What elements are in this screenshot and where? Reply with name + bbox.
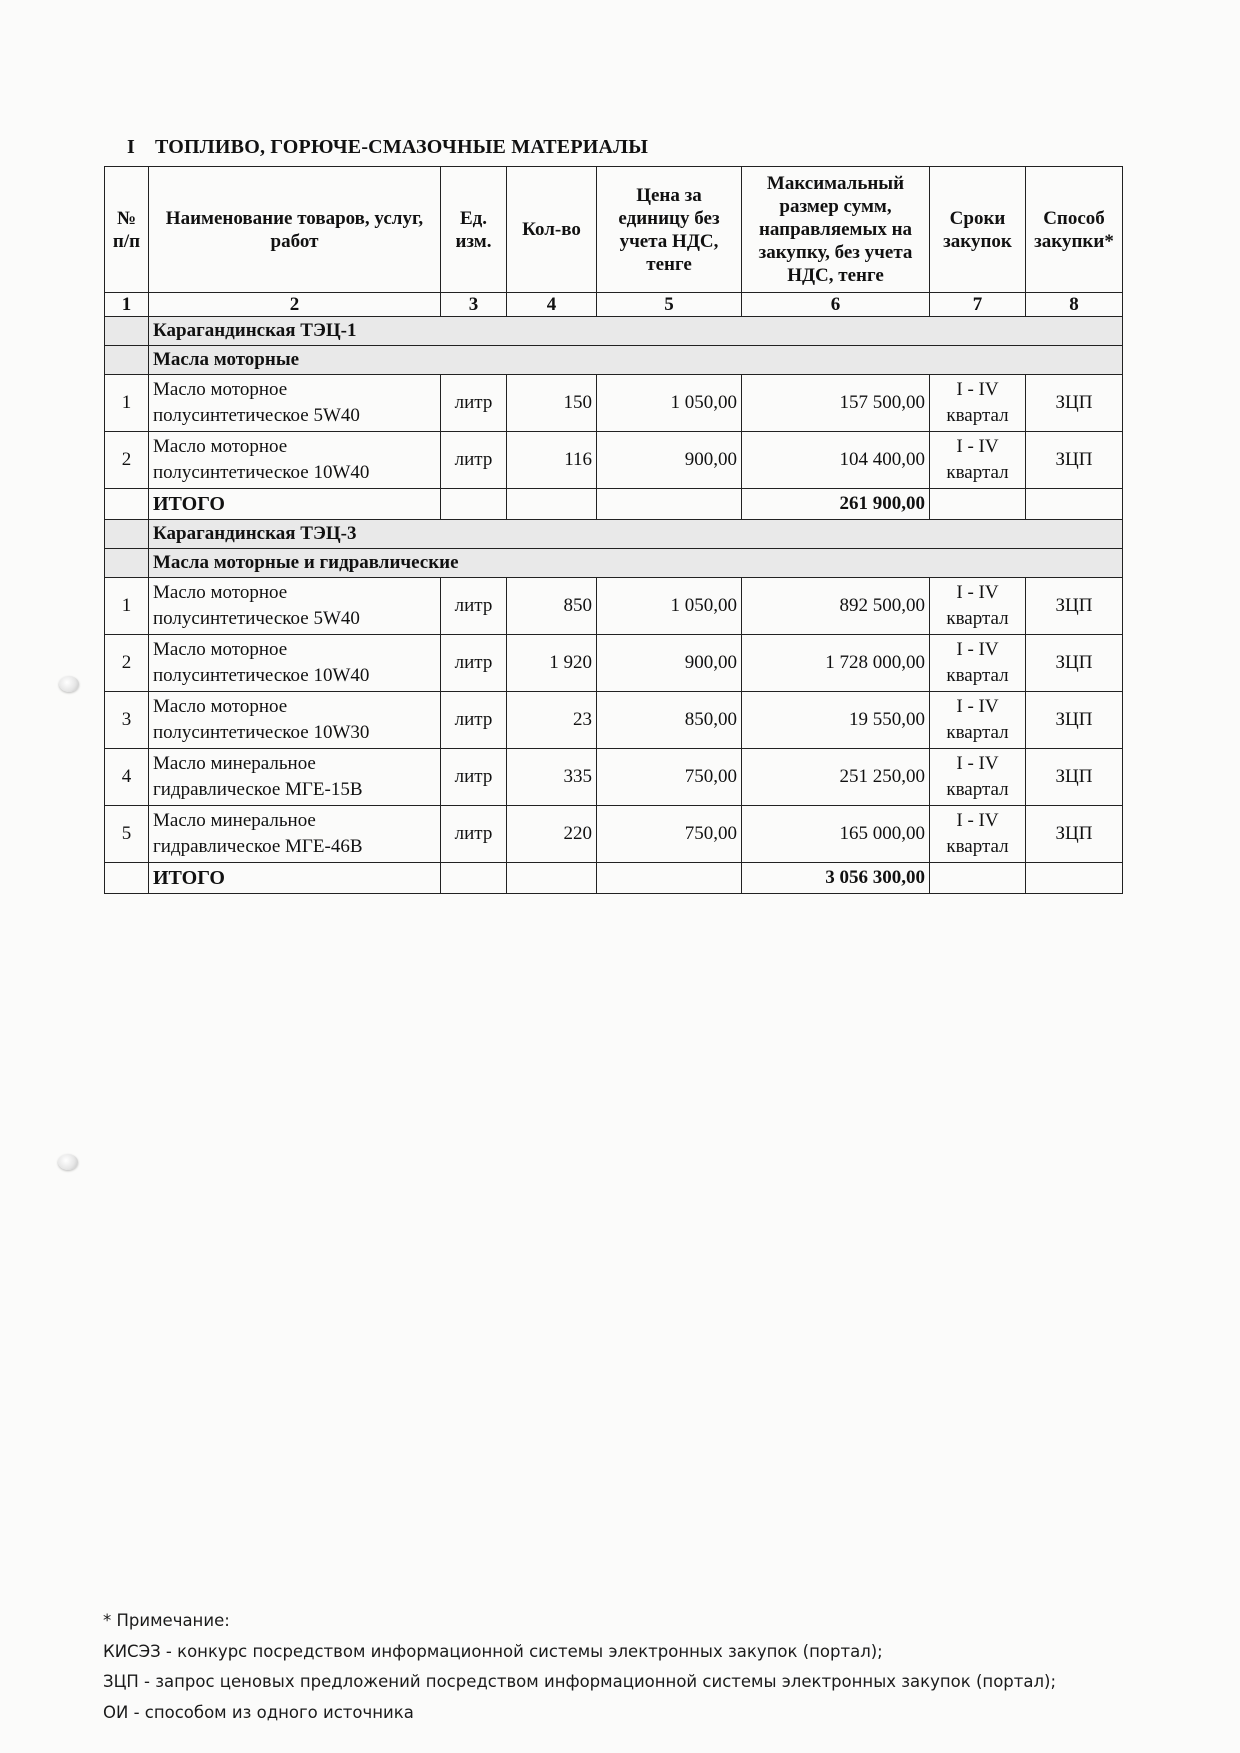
plant-name: Карагандинская ТЭЦ-3 [149,520,1123,549]
item-unit: литр [441,749,507,806]
total-row [105,863,1123,894]
item-sum: 892 500,00 [742,578,930,635]
period-range: I - IV [956,810,999,831]
total-label: ИТОГО [149,489,441,520]
period-unit: квартал [946,608,1009,629]
table-row [105,692,1123,749]
item-name [149,578,441,635]
column-number: 2 [149,293,441,317]
item-method: ЗЦП [1026,692,1123,749]
column-number: 5 [597,293,742,317]
category-name: Масла моторные и гидравлические [149,549,1123,578]
column-number: 3 [441,293,507,317]
item-method: ЗЦП [1026,375,1123,432]
footnote-line: КИСЭЗ - конкурс посредством информационной системы электронных закупок (портал); [103,1641,883,1661]
item-method: ЗЦП [1026,749,1123,806]
total-spacer [105,489,149,520]
column-number: 1 [105,293,149,317]
punch-hole-bottom [58,1154,78,1170]
category-name: Масла моторные [149,346,1123,375]
item-quantity: 335 [507,749,597,806]
total-spacer [105,863,149,894]
section-heading: ТОПЛИВО, ГОРЮЧЕ-СМАЗОЧНЫЕ МАТЕРИАЛЫ [155,136,649,158]
table-row [105,749,1123,806]
item-name-line: Масло моторное [153,436,288,457]
item-period [930,635,1026,692]
col-header-unit: Ед. изм. [441,167,507,293]
header-row [105,167,1123,293]
period-range: I - IV [956,753,999,774]
column-number: 6 [742,293,930,317]
period-range: I - IV [956,696,999,717]
item-name-line: Масло моторное [153,639,288,660]
plant-row [105,317,1123,346]
item-period [930,806,1026,863]
item-unit: литр [441,375,507,432]
item-period [930,432,1026,489]
item-name [149,692,441,749]
item-price: 750,00 [597,749,742,806]
item-quantity: 116 [507,432,597,489]
row-number: 5 [105,806,149,863]
section-number: I [127,136,135,158]
total-spacer [507,489,597,520]
total-spacer [597,863,742,894]
item-sum: 19 550,00 [742,692,930,749]
section-title [127,136,648,159]
item-sum: 104 400,00 [742,432,930,489]
column-number: 8 [1026,293,1123,317]
col-header-quantity: Кол-во [507,167,597,293]
item-name-line: полусинтетическое 5W40 [153,405,360,426]
period-unit: квартал [946,779,1009,800]
item-unit: литр [441,432,507,489]
item-name [149,806,441,863]
total-sum: 261 900,00 [742,489,930,520]
col-header-name: Наименование товаров, услуг, работ [149,167,441,293]
item-sum: 157 500,00 [742,375,930,432]
footnote [103,1606,1056,1728]
item-unit: литр [441,692,507,749]
period-range: I - IV [956,639,999,660]
group-spacer [105,549,149,578]
item-period [930,578,1026,635]
table-row [105,432,1123,489]
item-method: ЗЦП [1026,432,1123,489]
col-header-method: Способ закупки* [1026,167,1123,293]
footnote-heading: * Примечание: [103,1611,230,1630]
item-period [930,749,1026,806]
footnote-line: ЗЦП - запрос ценовых предложений посредством информационной системы электронных закупок (портал); [103,1672,1057,1691]
period-range: I - IV [956,379,999,400]
total-sum: 3 056 300,00 [742,863,930,894]
category-row [105,346,1123,375]
item-price: 850,00 [597,692,742,749]
total-spacer [1026,489,1123,520]
col-header-unit-price: Цена за единицу без учета НДС, тенге [597,167,742,293]
item-price: 1 050,00 [597,578,742,635]
group-spacer [105,520,149,549]
item-name-line: Масло моторное [153,696,288,717]
col-header-period: Сроки закупок [930,167,1026,293]
item-sum: 1 728 000,00 [742,635,930,692]
footnote-line: ОИ - способом из одного источника [103,1702,414,1722]
total-spacer [930,489,1026,520]
total-label: ИТОГО [149,863,441,894]
item-quantity: 220 [507,806,597,863]
period-unit: квартал [946,836,1009,857]
item-name-line: полусинтетическое 10W40 [153,665,370,686]
item-price: 1 050,00 [597,375,742,432]
item-price: 750,00 [597,806,742,863]
column-numbers-row [105,293,1123,317]
total-spacer [441,863,507,894]
period-unit: квартал [946,665,1009,686]
item-name [149,375,441,432]
item-quantity: 1 920 [507,635,597,692]
total-spacer [441,489,507,520]
punch-hole-top [59,676,79,692]
item-quantity: 850 [507,578,597,635]
table-row [105,375,1123,432]
period-range: I - IV [956,582,999,603]
table-row [105,578,1123,635]
item-name-line: Масло минеральное [153,753,316,774]
period-unit: квартал [946,405,1009,426]
item-unit: литр [441,578,507,635]
total-row [105,489,1123,520]
item-unit: литр [441,806,507,863]
item-quantity: 23 [507,692,597,749]
column-number: 4 [507,293,597,317]
item-sum: 165 000,00 [742,806,930,863]
group-spacer [105,317,149,346]
plant-row [105,520,1123,549]
item-name-line: полусинтетическое 10W40 [153,462,370,483]
row-number: 2 [105,432,149,489]
row-number: 1 [105,578,149,635]
item-name-line: полусинтетическое 5W40 [153,608,360,629]
item-name-line: Масло моторное [153,582,288,603]
column-number: 7 [930,293,1026,317]
item-price: 900,00 [597,635,742,692]
procurement-table [104,166,1123,894]
item-name [149,749,441,806]
item-method: ЗЦП [1026,806,1123,863]
total-spacer [507,863,597,894]
row-number: 2 [105,635,149,692]
total-spacer [597,489,742,520]
total-spacer [930,863,1026,894]
plant-name: Карагандинская ТЭЦ-1 [149,317,1123,346]
item-sum: 251 250,00 [742,749,930,806]
item-method: ЗЦП [1026,635,1123,692]
table-row [105,806,1123,863]
item-unit: литр [441,635,507,692]
item-name-line: гидравлическое МГЕ-15В [153,779,363,800]
item-name-line: Масло минеральное [153,810,316,831]
item-method: ЗЦП [1026,578,1123,635]
category-row [105,549,1123,578]
item-quantity: 150 [507,375,597,432]
item-name [149,432,441,489]
item-period [930,375,1026,432]
item-price: 900,00 [597,432,742,489]
item-name-line: полусинтетическое 10W30 [153,722,370,743]
total-spacer [1026,863,1123,894]
period-unit: квартал [946,722,1009,743]
group-spacer [105,346,149,375]
row-number: 1 [105,375,149,432]
table-row [105,635,1123,692]
item-name [149,635,441,692]
item-name-line: гидравлическое МГЕ-46В [153,836,363,857]
item-name-line: Масло моторное [153,379,288,400]
col-header-max-sum: Максимальный размер сумм, направляемых на закупку, без учета НДС, тенге [742,167,930,293]
col-header-number: № п/п [105,167,149,293]
period-unit: квартал [946,462,1009,483]
row-number: 4 [105,749,149,806]
row-number: 3 [105,692,149,749]
period-range: I - IV [956,436,999,457]
item-period [930,692,1026,749]
